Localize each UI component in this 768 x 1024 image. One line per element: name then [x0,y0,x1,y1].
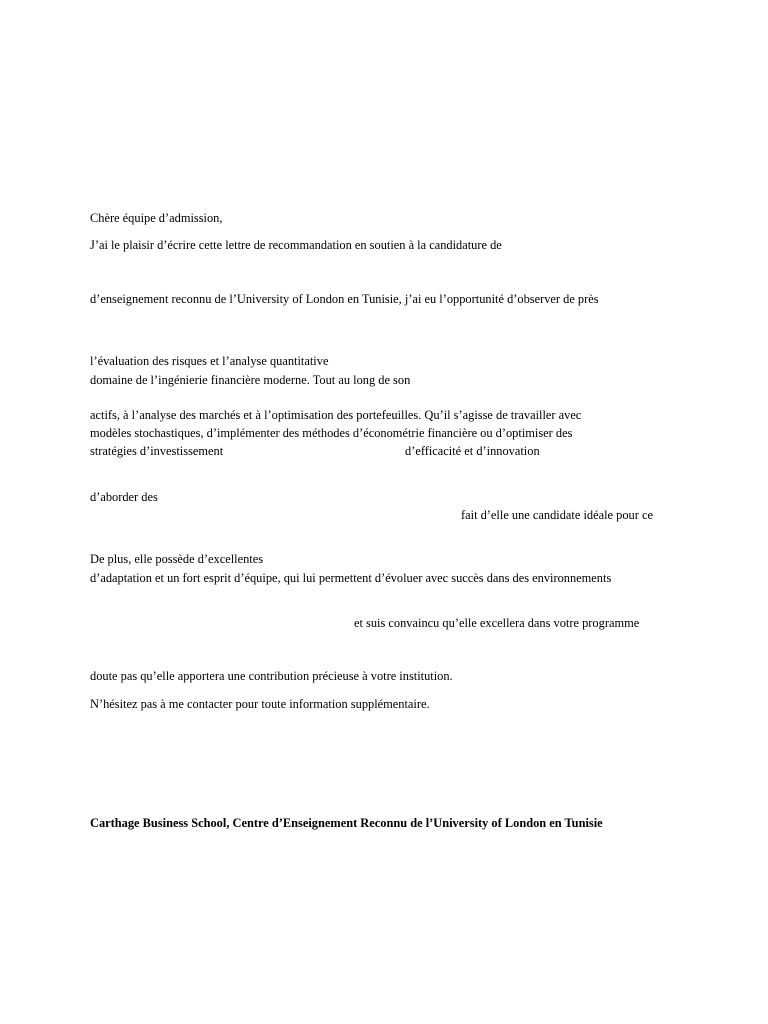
paragraph-3-line-2: domaine de l’ingénierie financière moderne. Tout au long de son [90,373,411,387]
paragraph-6-line-2: d’adaptation et un fort esprit d’équipe, qui lui permettent d’évoluer avec succès dans des environnements [90,571,612,585]
paragraph-6-line-1: De plus, elle possède d’excellentes [90,552,264,566]
paragraph-5-line-1: d’aborder des [90,490,158,504]
paragraph-2-line-1: d’enseignement reconnu de l’University of London en Tunisie, j’ai eu l’opportunité d’observer de près [90,292,599,306]
paragraph-4-line-3a: stratégies d’investissement [90,444,224,458]
paragraph-9-line-1: N’hésitez pas à me contacter pour toute information supplémentaire. [90,697,430,711]
paragraph-4-line-1: actifs, à l’analyse des marchés et à l’optimisation des portefeuilles. Qu’il s’agisse de travailler avec [90,408,582,422]
paragraph-5-line-2: fait d’elle une candidate idéale pour ce [461,508,653,522]
paragraph-8-line-1: doute pas qu’elle apportera une contribution précieuse à votre institution. [90,669,453,683]
signature-organization: Carthage Business School, Centre d’Enseignement Reconnu de l’University of London en Tunisie [90,816,603,830]
paragraph-3-line-1: l’évaluation des risques et l’analyse quantitative [90,354,329,368]
paragraph-4-line-2: modèles stochastiques, d’implémenter des méthodes d’économétrie financière ou d’optimiser des [90,426,573,440]
salutation: Chère équipe d’admission, [90,211,223,225]
paragraph-7-line-1: et suis convaincu qu’elle excellera dans votre programme [354,616,640,630]
paragraph-1-line-1: J’ai le plaisir d’écrire cette lettre de recommandation en soutien à la candidature de [90,238,502,252]
paragraph-4-line-3b: d’efficacité et d’innovation [405,444,540,458]
